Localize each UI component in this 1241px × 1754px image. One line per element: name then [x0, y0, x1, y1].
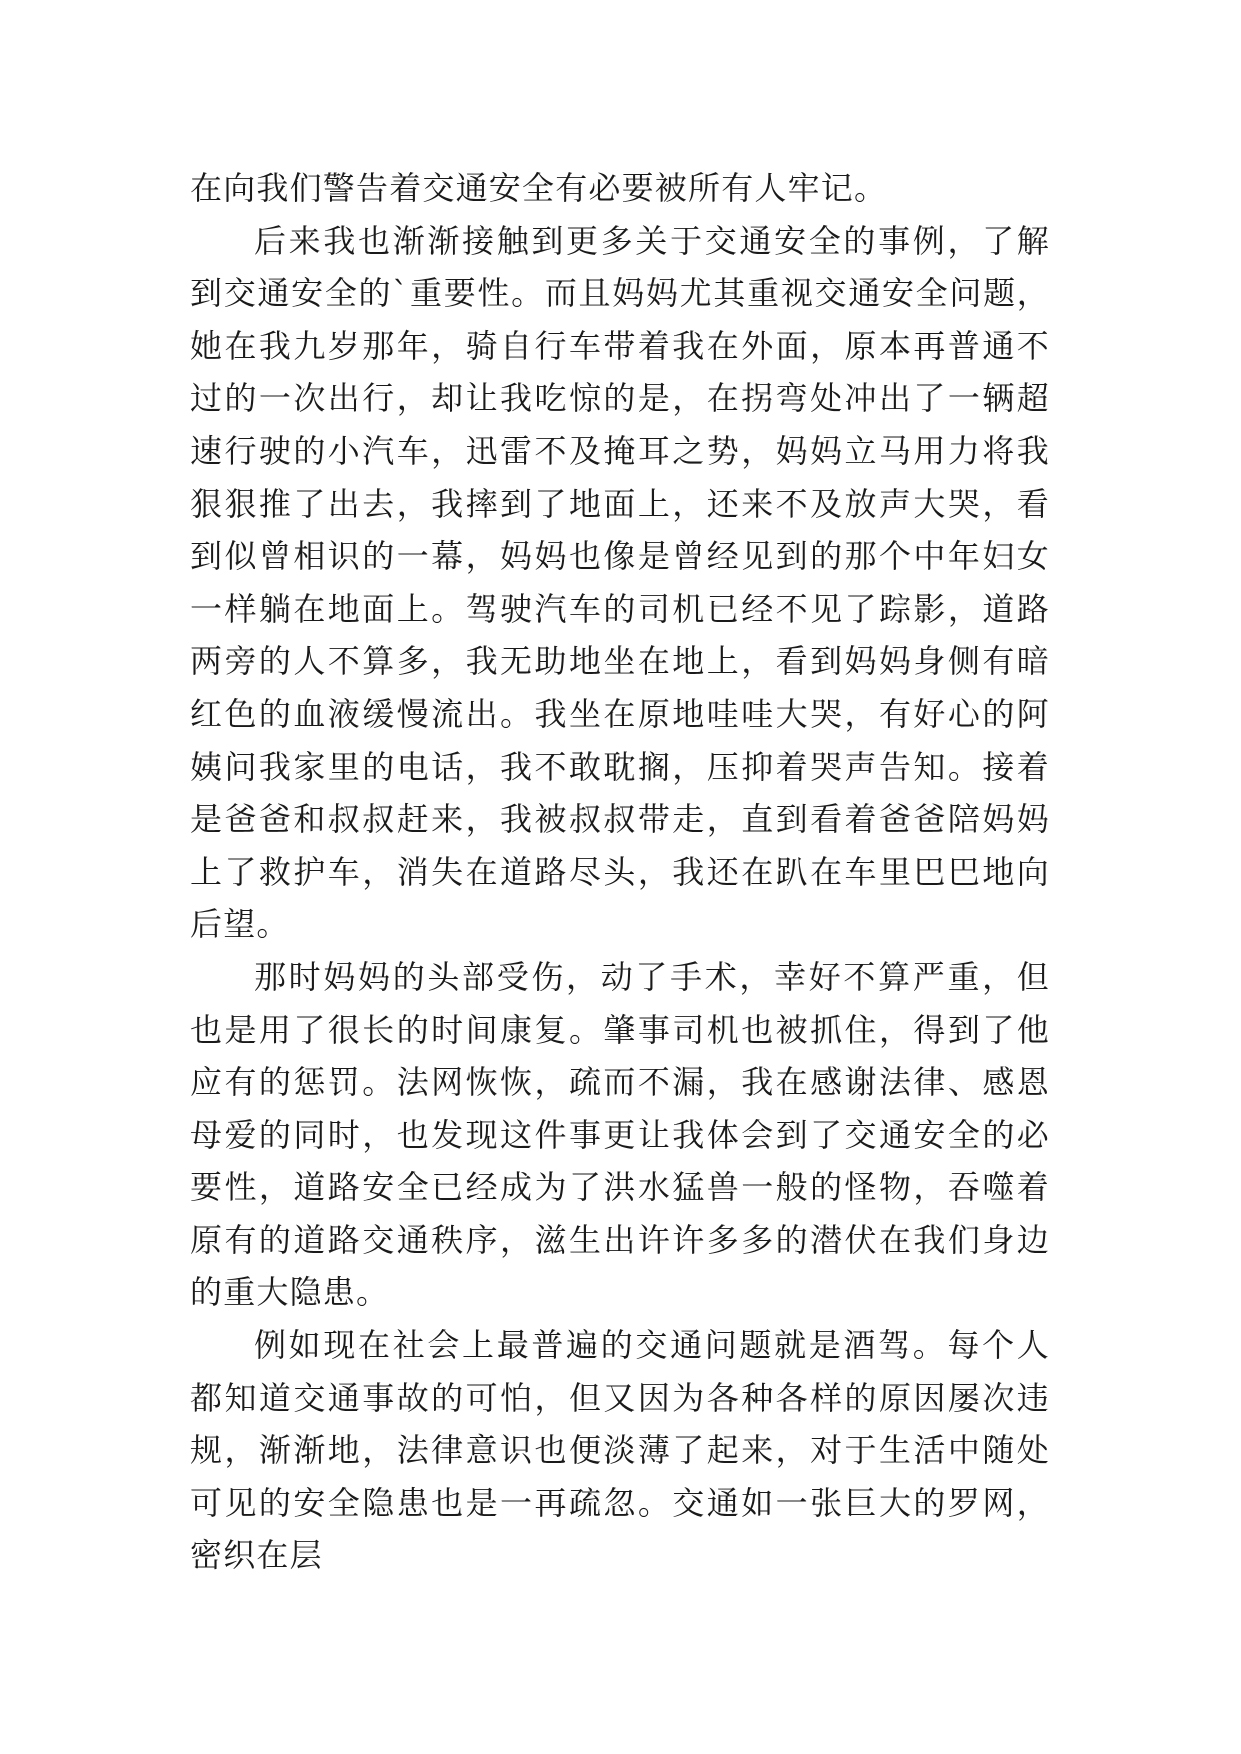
paragraph-1: 在向我们警告着交通安全有必要被所有人牢记。	[190, 169, 888, 207]
paragraph-4: 例如现在社会上最普遍的交通问题就是酒驾。每个人都知道交通事故的可怕，但又因为各种各样的原因屡次违规，渐渐地，法律意识也便淡薄了起来，对于生活中随处可见的安全隐患也是一再疏忽。交通如一张巨大的罗网，密织在层	[190, 1326, 1050, 1575]
paragraph-2: 后来我也渐渐接触到更多关于交通安全的事例，了解到交通安全的`重要性。而且妈妈尤其重视交通安全问题，她在我九岁那年，骑自行车带着我在外面，原本再普通不过的一次出行，却让我吃惊的是，在拐弯处冲出了一辆超速行驶的小汽车，迅雷不及掩耳之势，妈妈立马用力将我狠狠推了出去，我摔到了地面上，还来不及放声大哭，看到似曾相识的一幕，妈妈也像是曾经见到的那个中年妇女一样躺在地面上。驾驶汽车的司机已经不见了踪影，道路两旁的人不算多，我无助地坐在地上，看到妈妈身侧有暗红色的血液缓慢流出。我坐在原地哇哇大哭，有好心的阿姨问我家里的电话，我不敢耽搁，压抑着哭声告知。接着是爸爸和叔叔赶来，我被叔叔带走，直到看着爸爸陪妈妈上了救护车，消失在道路尽头，我还在趴在车里巴巴地向后望。	[190, 221, 1050, 944]
paragraph-3: 那时妈妈的头部受伤，动了手术，幸好不算严重，但也是用了很长的时间康复。肇事司机也被抓住，得到了他应有的惩罚。法网恢恢，疏而不漏，我在感谢法律、感恩母爱的同时，也发现这件事更让我体会到了交通安全的必要性，道路安全已经成为了洪水猛兽一般的怪物，吞噬着原有的道路交通秩序，滋生出许许多多的潜伏在我们身边的重大隐患。	[190, 957, 1050, 1312]
document-body	[190, 162, 1050, 1582]
